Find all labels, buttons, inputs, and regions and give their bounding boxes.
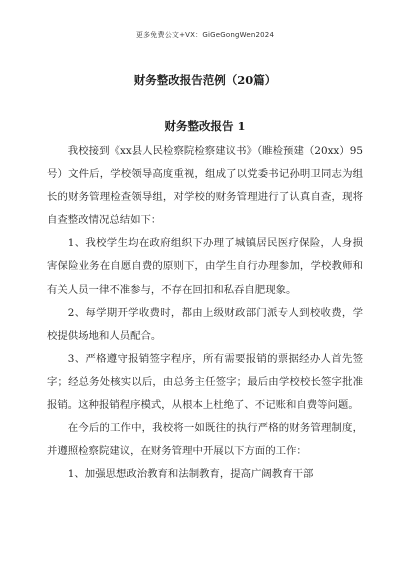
- paragraph-intro: 我校接到《xx县人民检察院检察建议书》（睢检预建（20xx）95号）文件后，学校领导高度重视，组成了以党委书记孙明卫同志为组长的财务管理检查领导组，对学校的财务管理进行了认真自查，现将自查整改情况总结如下：: [47, 145, 363, 227]
- header-note: 更多免费公文+VX：GiGeGongWen2024: [135, 31, 275, 39]
- paragraph-measure-1: 1、加强思想政治教育和法制教育，提高广阔教育干部: [67, 468, 314, 481]
- paragraph-item-3: 3、严格遵守报销签字程序，所有需要报销的票据经办人首先签字；经总务处核实以后，由总务主任签字；最后由学校校长签字批准报销。这种报销程序模式，从根本上杜绝了、不记账和自费等问题。: [47, 352, 363, 412]
- document-title: 财务整改报告范例（20篇）: [133, 73, 277, 87]
- paragraph-item-1: 1、我校学生均在政府组织下办理了城镇居民医疗保险，人身损害保险业务在自愿自费的原则下，由学生自行办理参加，学校教师和有关人员一律不准参与，不存在回扣和私吞自肥现象。: [47, 237, 363, 296]
- section-title: 财务整改报告 1: [164, 119, 246, 133]
- document-body: [47, 140, 363, 486]
- paragraph-future-work: 在今后的工作中，我校将一如既往的执行严格的财务管理制度，并遵照检察院建议，在财务管理中开展以下方面的工作：: [47, 422, 363, 458]
- paragraph-item-2: 2、每学期开学收费时，都由上级财政部门派专人到校收费，学校提供场地和人员配合。: [47, 306, 363, 342]
